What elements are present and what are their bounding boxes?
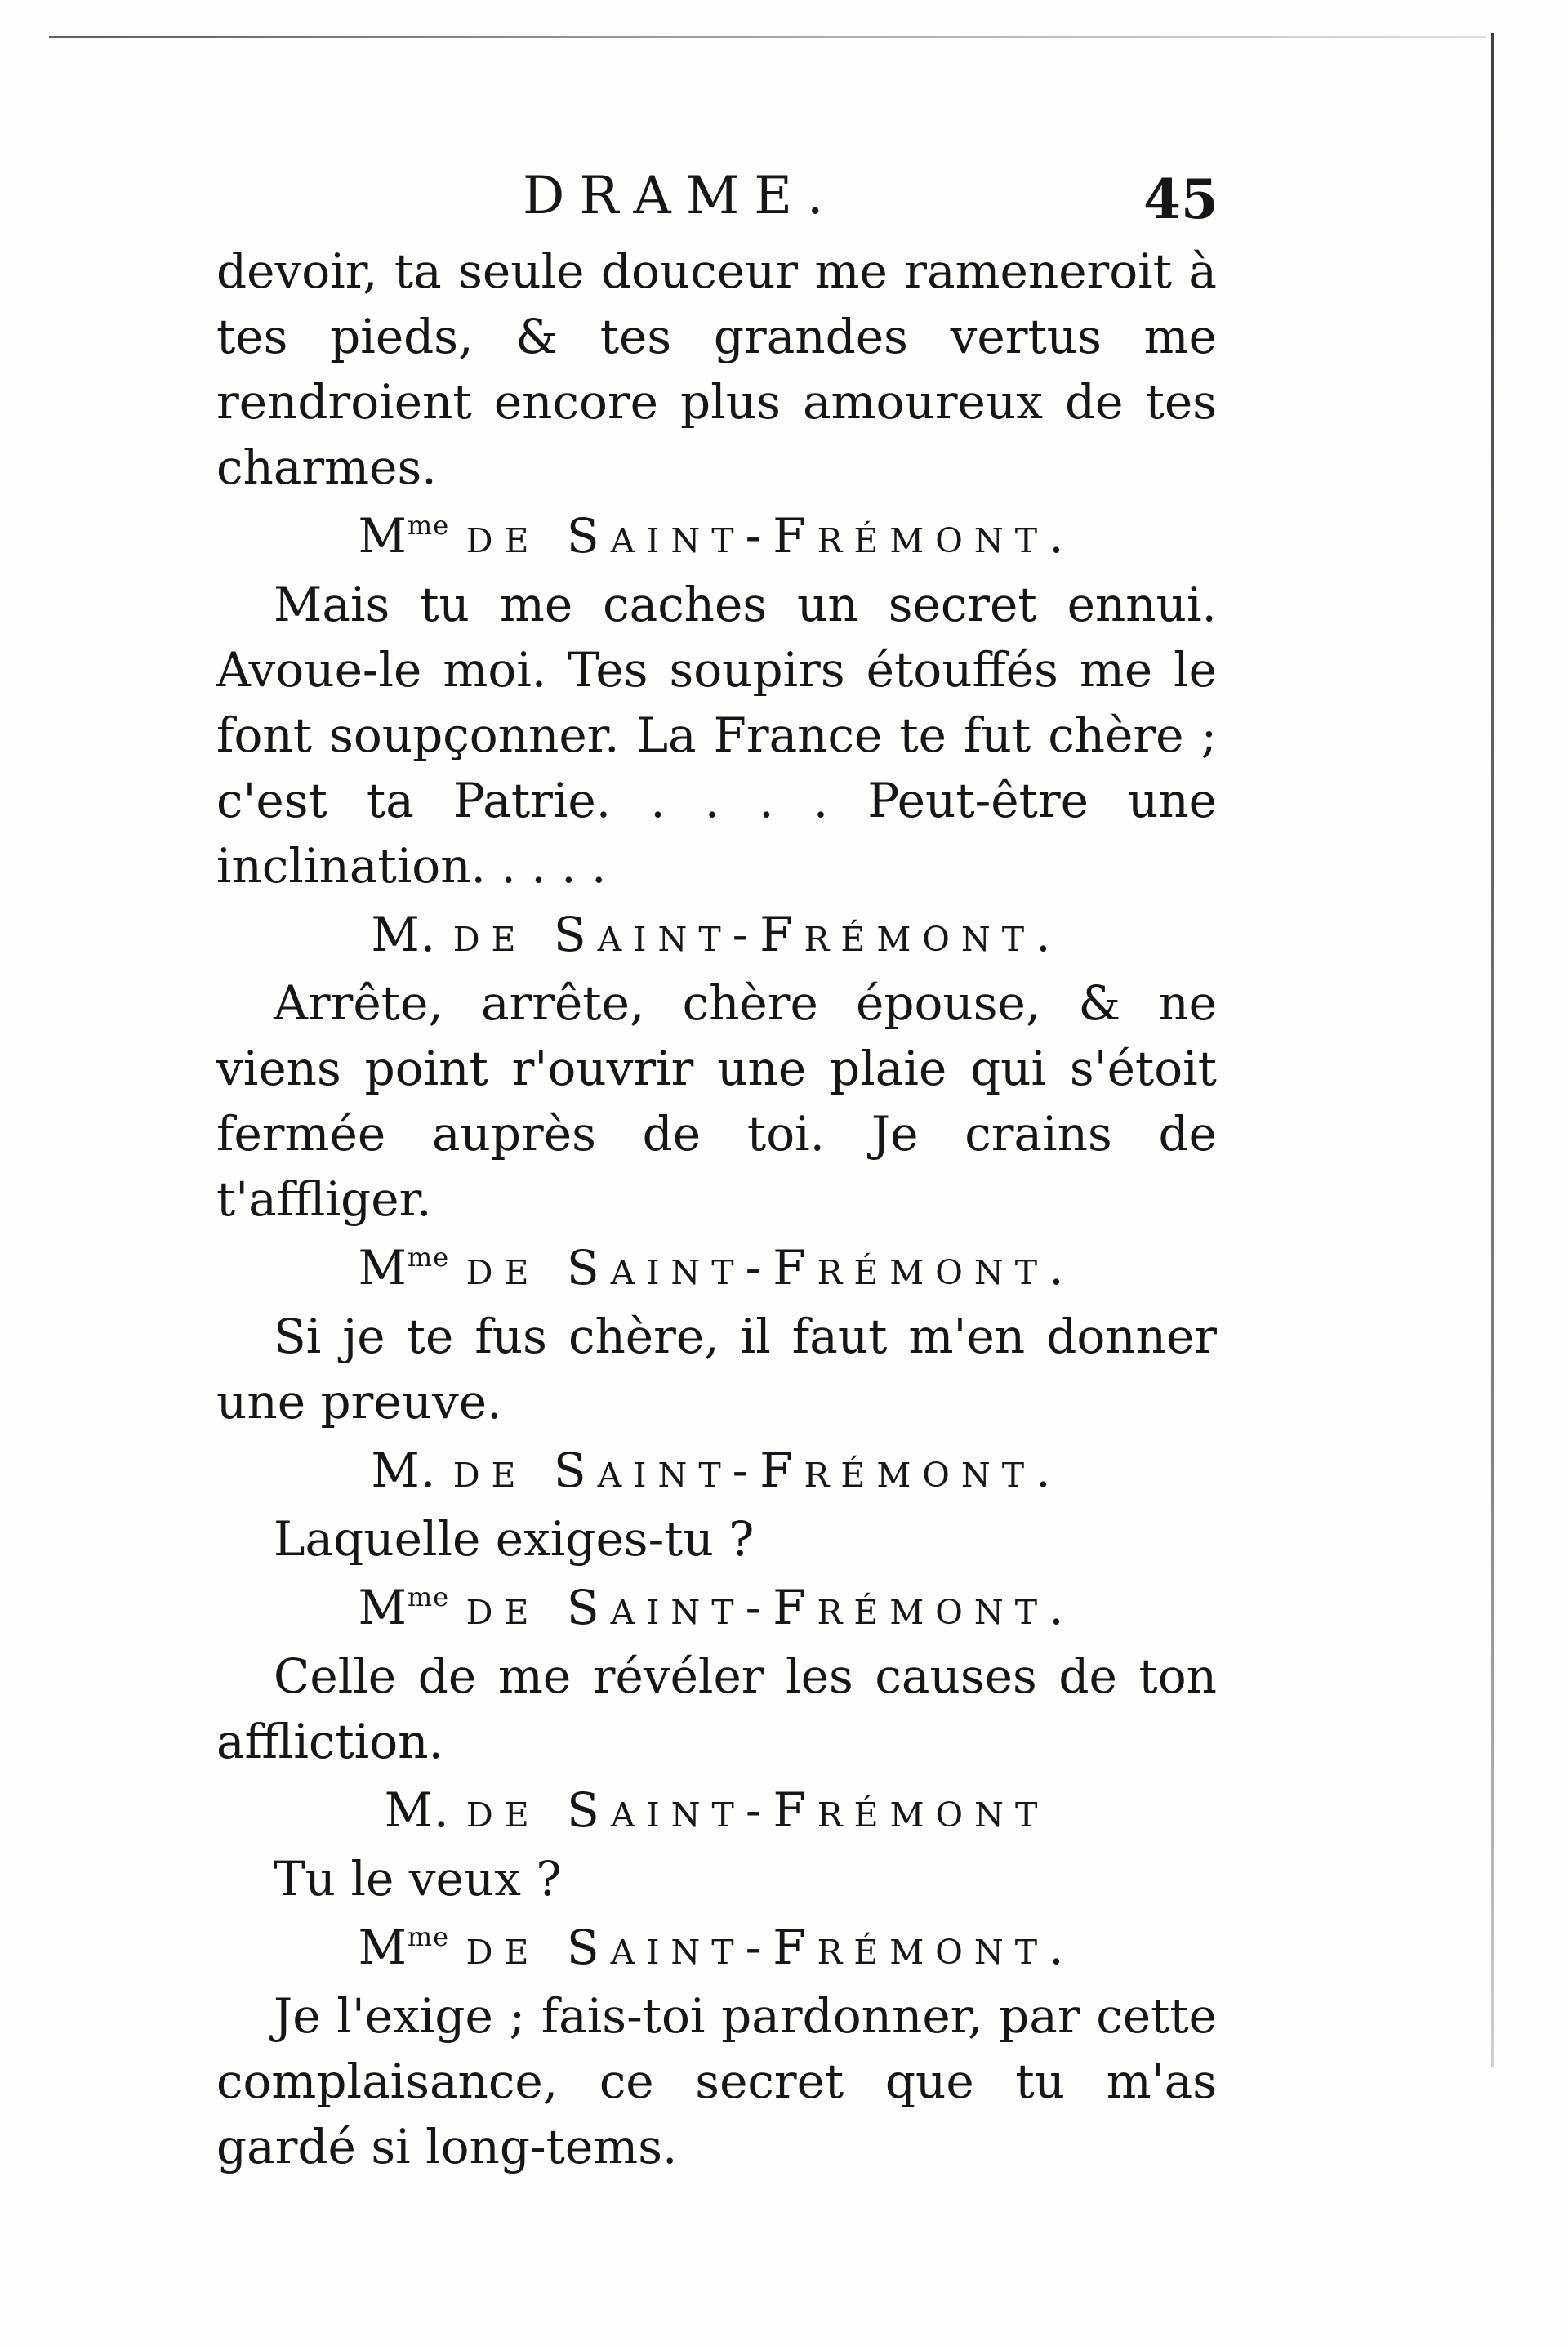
speaker-title-text: M. xyxy=(371,1443,437,1498)
speech-paragraph: Tu le veux ? xyxy=(274,1851,562,1907)
speaker-title xyxy=(371,907,436,962)
speaker-title xyxy=(359,1920,450,1975)
speaker-heading xyxy=(216,500,1217,572)
speaker-name: de Saint-Frémont. xyxy=(466,508,1076,564)
speaker-title xyxy=(371,1443,436,1498)
speaker-name: de Saint-Frémont. xyxy=(466,1920,1076,1975)
speaker-title-superscript: me xyxy=(407,1581,450,1612)
speaker-title-superscript: me xyxy=(407,1921,450,1952)
page-number: 45 xyxy=(1143,167,1218,231)
speaker-name: de Saint-Frémont. xyxy=(466,1240,1076,1296)
speech-paragraph: devoir, ta seule douceur me rameneroit à tes pieds, & tes grandes vertus me rendroient encore plus amoureux de tes charmes. xyxy=(216,243,1217,495)
page-header xyxy=(0,163,1568,229)
speech-paragraph: Mais tu me caches un secret ennui. Avoue-le moi. Tes soupirs étouffés me le font soupçonner. La France te fut chère ; c'est ta Patrie. . . . . Peut-être une inclination. . . . . xyxy=(216,577,1217,894)
speaker-name: de Saint-Frémont. xyxy=(452,907,1062,962)
speaker-name: de Saint-Frémont. xyxy=(452,1443,1062,1498)
speech-paragraph: Je l'exige ; fais-toi pardonner, par cette complaisance, ce secret que tu m'as gardé si long-tems. xyxy=(216,1988,1217,2174)
speaker-title-text: M xyxy=(358,508,408,564)
right-margin-rule xyxy=(1491,33,1494,2067)
speaker-title-text: M xyxy=(358,1920,408,1975)
speaker-title-text: M xyxy=(358,1240,408,1296)
top-edge-rule xyxy=(49,36,1486,38)
speaker-name: de Saint-Frémont xyxy=(466,1782,1049,1838)
speech-paragraph: Arrête, arrête, chère épouse, & ne viens point r'ouvrir une plaie qui s'étoit fermée auprès de toi. Je crains de t'affliger. xyxy=(216,975,1217,1227)
dialogue-text xyxy=(216,239,1217,2179)
speaker-title xyxy=(359,508,450,564)
speaker-title-superscript: me xyxy=(407,1242,450,1273)
speaker-title xyxy=(359,1580,450,1635)
speaker-title xyxy=(385,1782,450,1838)
speaker-title-text: M. xyxy=(384,1782,450,1838)
speaker-heading xyxy=(216,1774,1217,1846)
speaker-heading xyxy=(216,1911,1217,1983)
speaker-title xyxy=(359,1240,450,1296)
speaker-heading xyxy=(216,1434,1217,1506)
speech-paragraph: Laquelle exiges-tu ? xyxy=(274,1511,755,1567)
running-title: DRAME. xyxy=(523,166,839,226)
speaker-heading xyxy=(216,899,1217,970)
speaker-title-text: M xyxy=(358,1580,408,1635)
speaker-heading xyxy=(216,1232,1217,1304)
speaker-title-superscript: me xyxy=(407,510,450,541)
speech-paragraph: Celle de me révéler les causes de ton affliction. xyxy=(216,1648,1217,1769)
speaker-name: de Saint-Frémont. xyxy=(466,1580,1076,1635)
speaker-heading xyxy=(216,1572,1217,1644)
speech-paragraph: Si je te fus chère, il faut m'en donner une preuve. xyxy=(216,1309,1217,1429)
speaker-title-text: M. xyxy=(371,907,437,962)
